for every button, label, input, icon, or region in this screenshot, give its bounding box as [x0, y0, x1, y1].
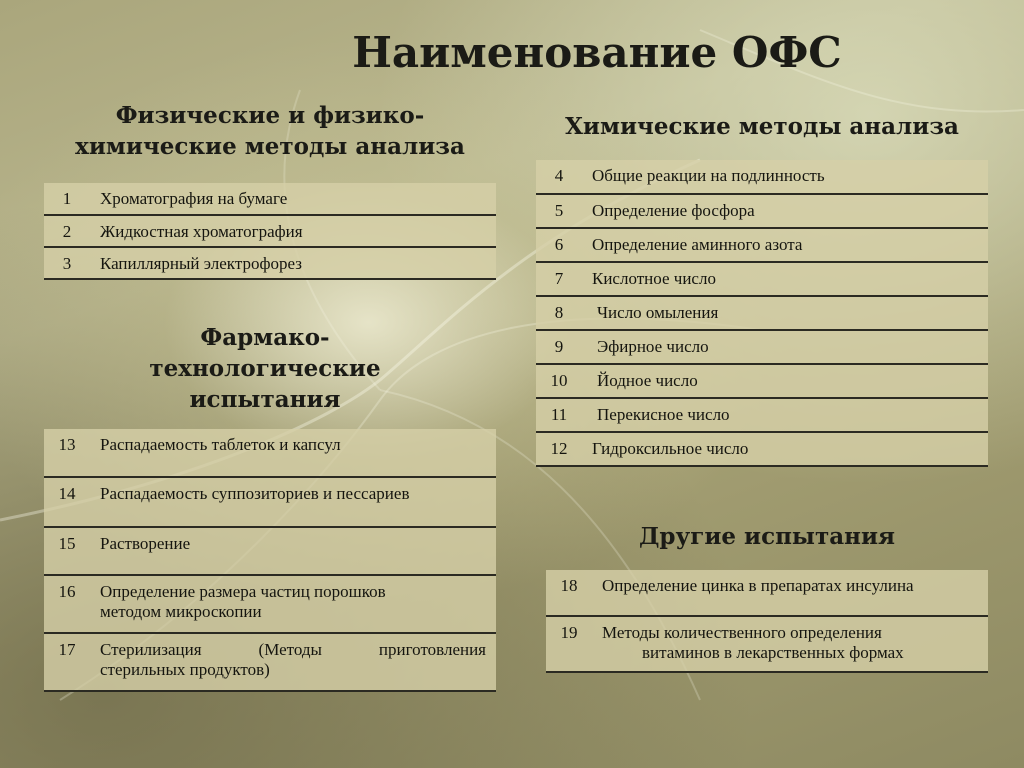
row-number: 17: [44, 633, 90, 691]
row-number: 16: [44, 575, 90, 633]
row-text: Капиллярный электрофорез: [90, 247, 496, 279]
row-text: Хроматография на бумаге: [90, 183, 496, 215]
row-text: [592, 616, 988, 672]
table-row: [44, 215, 496, 247]
row-text: Определение цинка в препаратах инсулина: [592, 570, 988, 616]
table-row: [44, 183, 496, 215]
row-text-line: стерильных продуктов): [100, 660, 270, 679]
row-number: 9: [536, 330, 582, 364]
table-row: [546, 616, 988, 672]
row-text: Определение аминного азота: [582, 228, 988, 262]
row-number: 13: [44, 429, 90, 477]
row-text: [90, 575, 496, 633]
row-text: Общие реакции на подлинность: [582, 160, 988, 194]
table-row: [536, 160, 988, 194]
table-row: [536, 228, 988, 262]
page-title: Наименование ОФС: [352, 28, 842, 77]
other-tests-table: [546, 570, 988, 673]
heading-line: химические методы анализа: [75, 133, 465, 160]
row-text: Определение фосфора: [582, 194, 988, 228]
row-text: Гидроксильное число: [582, 432, 988, 466]
row-number: 15: [44, 527, 90, 575]
row-number: 11: [536, 398, 582, 432]
heading-line: технологические: [149, 355, 381, 382]
table-row: [44, 429, 496, 477]
table-row: [44, 247, 496, 279]
row-text: Жидкостная хроматография: [90, 215, 496, 247]
table-row: [536, 262, 988, 296]
row-number: 3: [44, 247, 90, 279]
row-text-line: Определение размера частиц порошков: [100, 582, 386, 601]
table-row: [44, 633, 496, 691]
row-text: Число омыления: [582, 296, 988, 330]
table-row: [536, 194, 988, 228]
row-number: 2: [44, 215, 90, 247]
physical-methods-heading: [44, 100, 496, 162]
row-text-line: витаминов в лекарственных формах: [642, 643, 904, 662]
table-row: [536, 296, 988, 330]
table-row: [536, 364, 988, 398]
physical-methods-table: [44, 183, 496, 280]
heading-line: Физические и физико-: [115, 102, 425, 129]
row-number: 6: [536, 228, 582, 262]
row-number: 12: [536, 432, 582, 466]
row-number: 7: [536, 262, 582, 296]
other-tests-heading: Другие испытания: [638, 523, 896, 550]
row-text: Перекисное число: [582, 398, 988, 432]
table-row: [536, 432, 988, 466]
row-number: 4: [536, 160, 582, 194]
row-text: Растворение: [90, 527, 496, 575]
pharma-tests-heading: [110, 322, 420, 415]
row-text-line: методом микроскопии: [100, 602, 262, 621]
row-text-line: Стерилизация (Методы приготовления: [100, 640, 486, 659]
row-text: Распадаемость суппозиториев и пессариев: [90, 477, 496, 527]
table-row: [536, 398, 988, 432]
table-row: [546, 570, 988, 616]
chemical-methods-table: [536, 160, 988, 467]
table-row: [44, 477, 496, 527]
table-row: [44, 575, 496, 633]
row-number: 1: [44, 183, 90, 215]
row-text-line: Методы количественного определения: [602, 623, 882, 642]
row-text: [90, 633, 496, 691]
row-number: 18: [546, 570, 592, 616]
table-row: [44, 527, 496, 575]
heading-line: испытания: [189, 386, 341, 413]
row-number: 8: [536, 296, 582, 330]
row-number: 5: [536, 194, 582, 228]
row-text: Распадаемость таблеток и капсул: [90, 429, 496, 477]
row-number: 14: [44, 477, 90, 527]
row-number: 10: [536, 364, 582, 398]
row-text: Эфирное число: [582, 330, 988, 364]
row-number: 19: [546, 616, 592, 672]
pharma-tests-table: [44, 429, 496, 692]
heading-line: Фармако-: [200, 324, 330, 351]
row-text: Кислотное число: [582, 262, 988, 296]
table-row: [536, 330, 988, 364]
chemical-methods-heading: Химические методы анализа: [565, 113, 959, 140]
row-text: Йодное число: [582, 364, 988, 398]
